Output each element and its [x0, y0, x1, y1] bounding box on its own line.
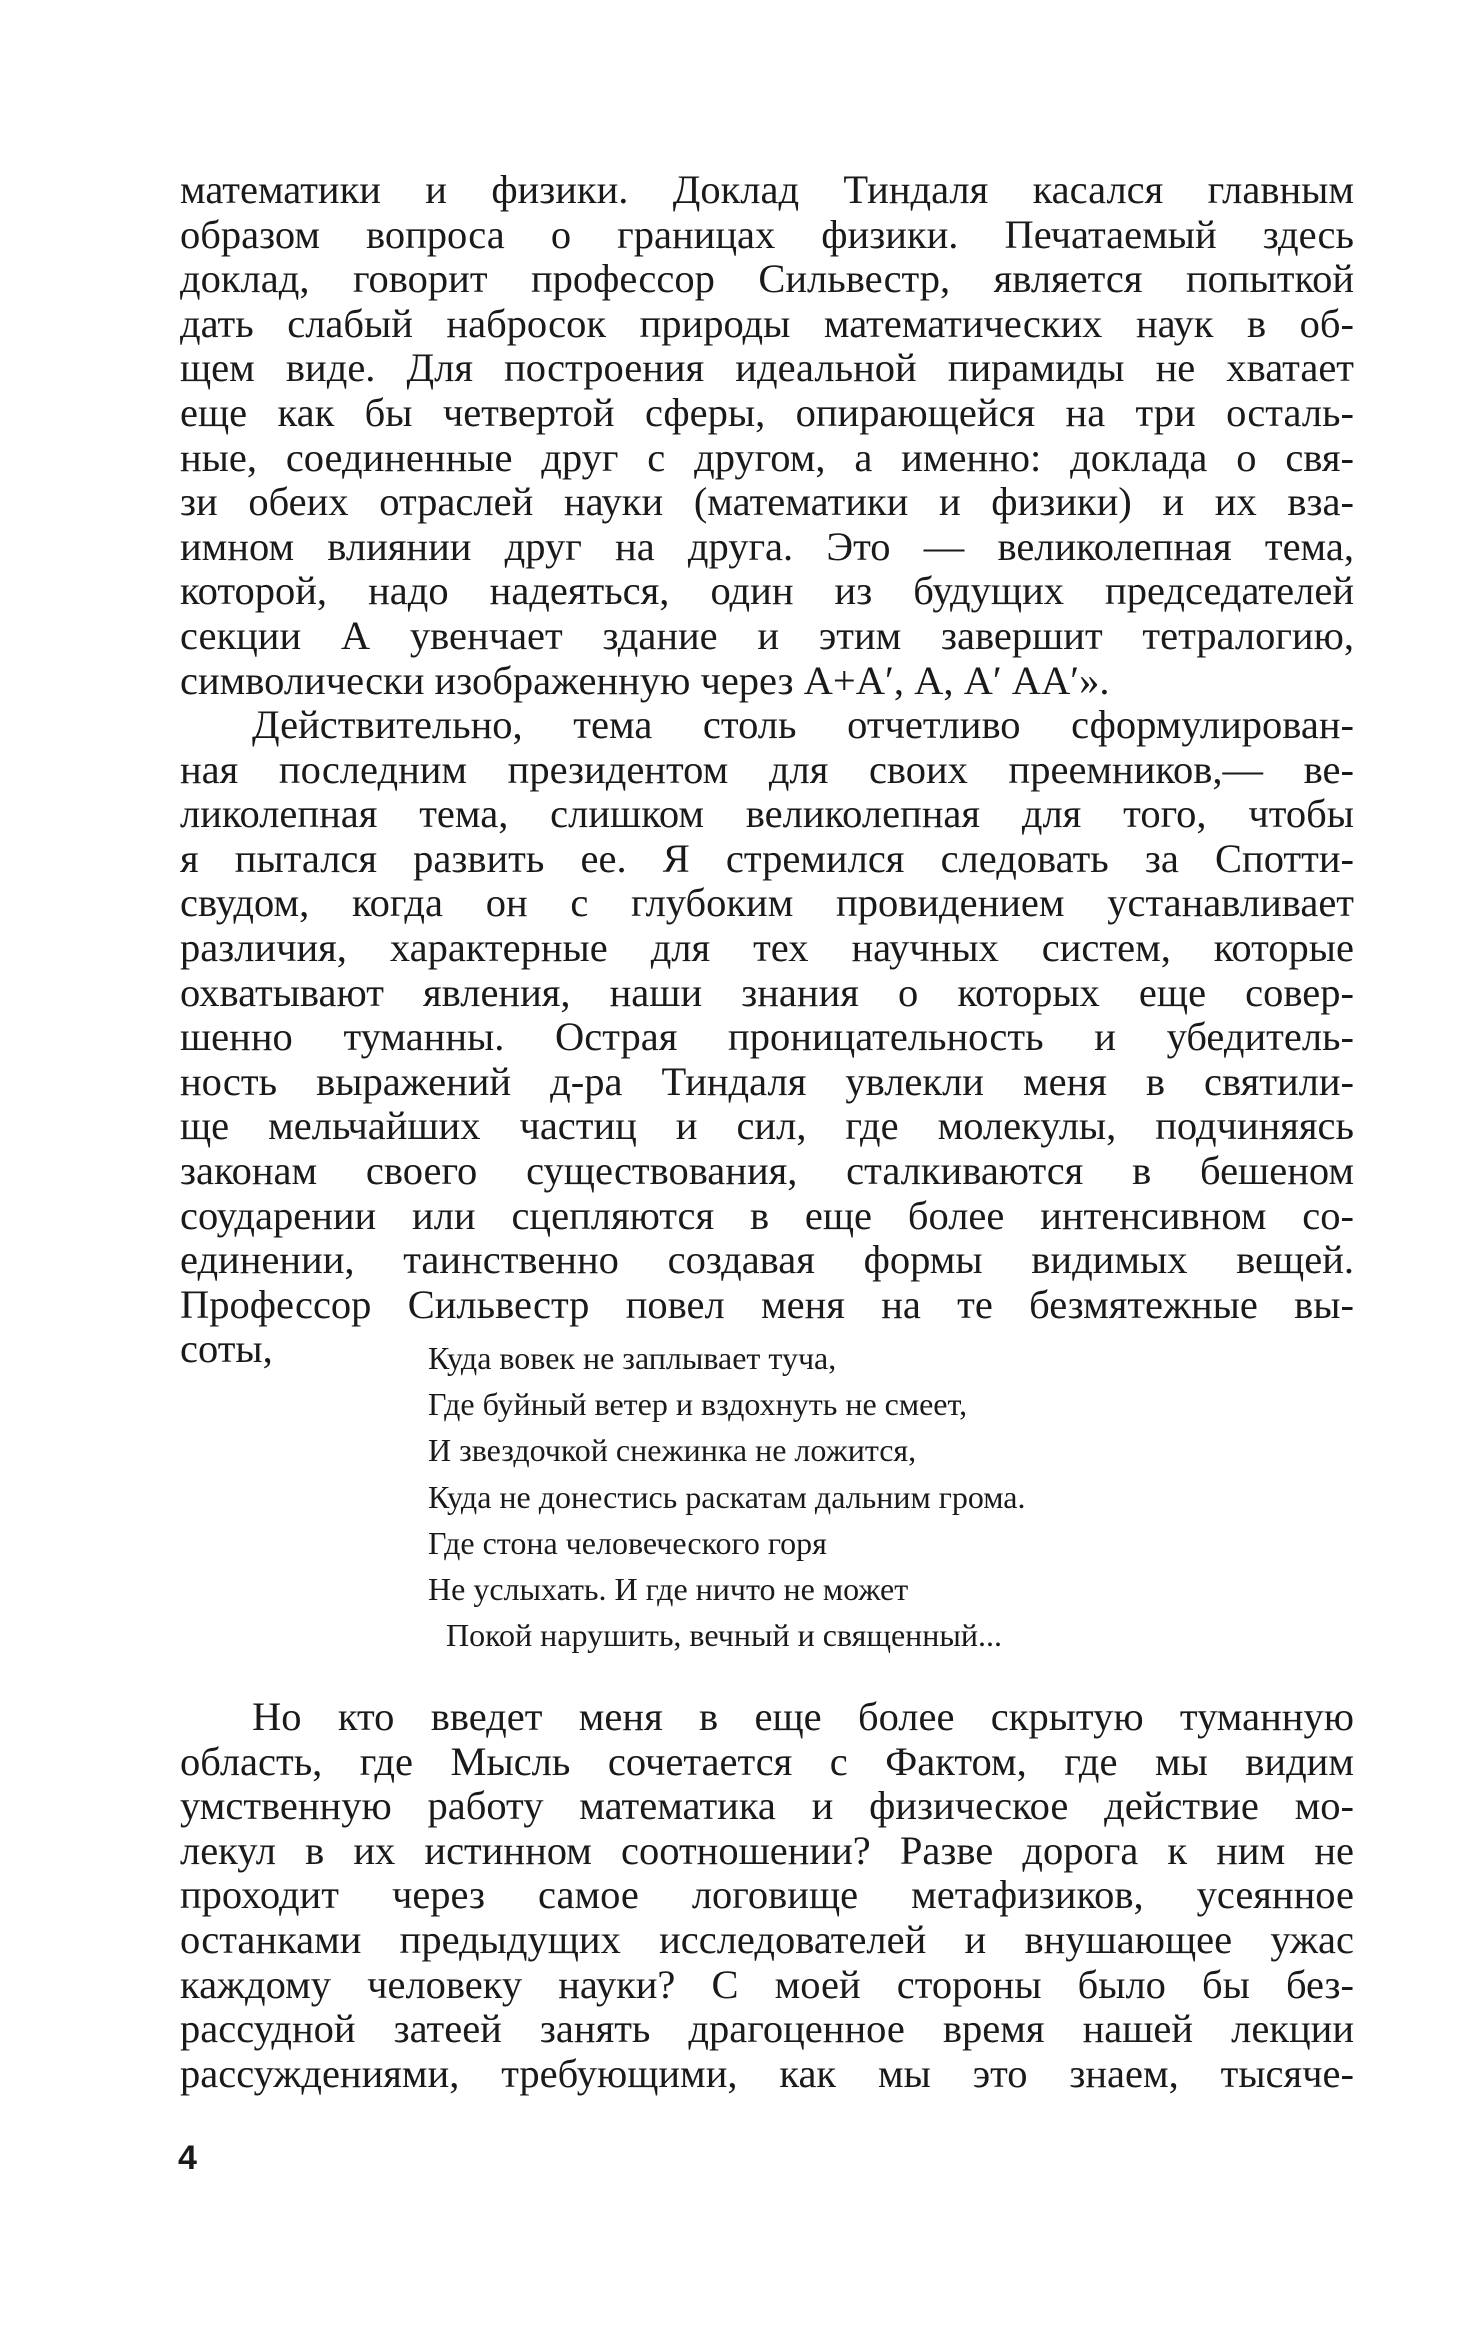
paragraph-line: рассуждениями, требующими, как мы это знаем, тысяче- [180, 2050, 1354, 2096]
paragraph-line: свудом, когда он с глубоким провидением устанавливает [180, 880, 1354, 926]
paragraph-line: останками предыдущих исследователей и внушающее ужас [180, 1916, 1354, 1962]
paragraph-line: символически изображенную через А+А′, А, А′ АА′». [180, 657, 1110, 703]
paragraph-1 [180, 168, 1354, 703]
paragraph-line: соты, [180, 1326, 273, 1372]
paragraph-line: которой, надо надеяться, один из будущих председателей [180, 568, 1354, 614]
paragraph-line: рассудной затеей занять драгоценное время нашей лекции [180, 2006, 1354, 2052]
paragraph-line: различия, характерные для тех научных систем, которые [180, 924, 1354, 970]
paragraph-line: единении, таинственно создавая формы видимых вещей. [180, 1237, 1354, 1283]
paragraph-3 [180, 1695, 1354, 2096]
paragraph-line: ность выражений д-ра Тиндаля увлекли меня в святили- [180, 1058, 1354, 1104]
paragraph-line: охватывают явления, наши знания о которых еще совер- [180, 969, 1354, 1015]
poem-line: И звездочкой снежинка не ложится, [428, 1432, 917, 1469]
paragraph-line: ная последним президентом для своих преемников,— ве- [180, 746, 1354, 792]
paragraph-line: законам своего существования, сталкиваются в бешеном [180, 1147, 1354, 1193]
paragraph-line: ще мельчайших частиц и сил, где молекулы, подчиняясь [180, 1103, 1354, 1149]
paragraph-line: Профессор Сильвестр повел меня на те безмятежные вы- [180, 1281, 1354, 1327]
poem-line: Не услыхать. И где ничто не может [428, 1571, 909, 1608]
paragraph-2 [180, 703, 1354, 1372]
paragraph-line: щем виде. Для построения идеальной пирамиды не хватает [180, 345, 1354, 391]
paragraph-line: дать слабый набросок природы математических наук в об- [180, 300, 1354, 346]
paragraph-line: математики и физики. Доклад Тиндаля касался главным [180, 167, 1354, 212]
poem-line: Куда не донестись раскатам дальним грома. [428, 1478, 1026, 1515]
poem-line: Куда вовек не заплывает туча, [428, 1340, 837, 1376]
paragraph-line: ные, соединенные друг с другом, а именно: доклада о свя- [180, 434, 1354, 480]
paragraph-line: проходит через самое логовище метафизиков, усеянное [180, 1872, 1354, 1918]
paragraph-line: имном влиянии друг на друга. Это — великолепная тема, [180, 523, 1354, 569]
paragraph-line: каждому человеку науки? С моей стороны было бы без- [180, 1961, 1354, 2007]
poem-line: Покой нарушить, вечный и священный... [446, 1617, 1003, 1654]
paragraph-line: лекул в их истинном соотношении? Разве дорога к ним не [180, 1827, 1354, 1873]
paragraph-line: еще как бы четвертой сферы, опирающейся на три осталь- [180, 389, 1354, 435]
paragraph-line: зи обеих отраслей науки (математики и физики) и их вза- [180, 479, 1354, 525]
paragraph-line: Действительно, тема столь отчетливо сформулирован- [252, 702, 1354, 747]
poem-line: Где буйный ветер и вздохнуть не смеет, [428, 1386, 968, 1423]
paragraph-line: доклад, говорит профессор Сильвестр, является попыткой [180, 256, 1354, 302]
paragraph-line: шенно туманны. Острая проницательность и убедитель- [180, 1014, 1354, 1060]
paragraph-line: ликолепная тема, слишком великолепная для того, чтобы [180, 791, 1354, 837]
paragraph-line: я пытался развить ее. Я стремился следовать за Спотти- [180, 835, 1354, 881]
poem-quote [428, 1335, 1026, 1658]
paragraph-line: Но кто введет меня в еще более скрытую туманную [252, 1694, 1354, 1739]
page-number: 4 [178, 2139, 197, 2177]
poem-line: Где стона человеческого горя [428, 1524, 827, 1561]
paragraph-line: образом вопроса о границах физики. Печатаемый здесь [180, 211, 1354, 257]
paragraph-line: область, где Мысль сочетается с Фактом, где мы видим [180, 1738, 1354, 1784]
paragraph-line: умственную работу математика и физическое действие мо- [180, 1783, 1354, 1829]
paragraph-line: секции А увенчает здание и этим завершит тетралогию, [180, 612, 1354, 658]
paragraph-line: соударении или сцепляются в еще более интенсивном со- [180, 1192, 1354, 1238]
